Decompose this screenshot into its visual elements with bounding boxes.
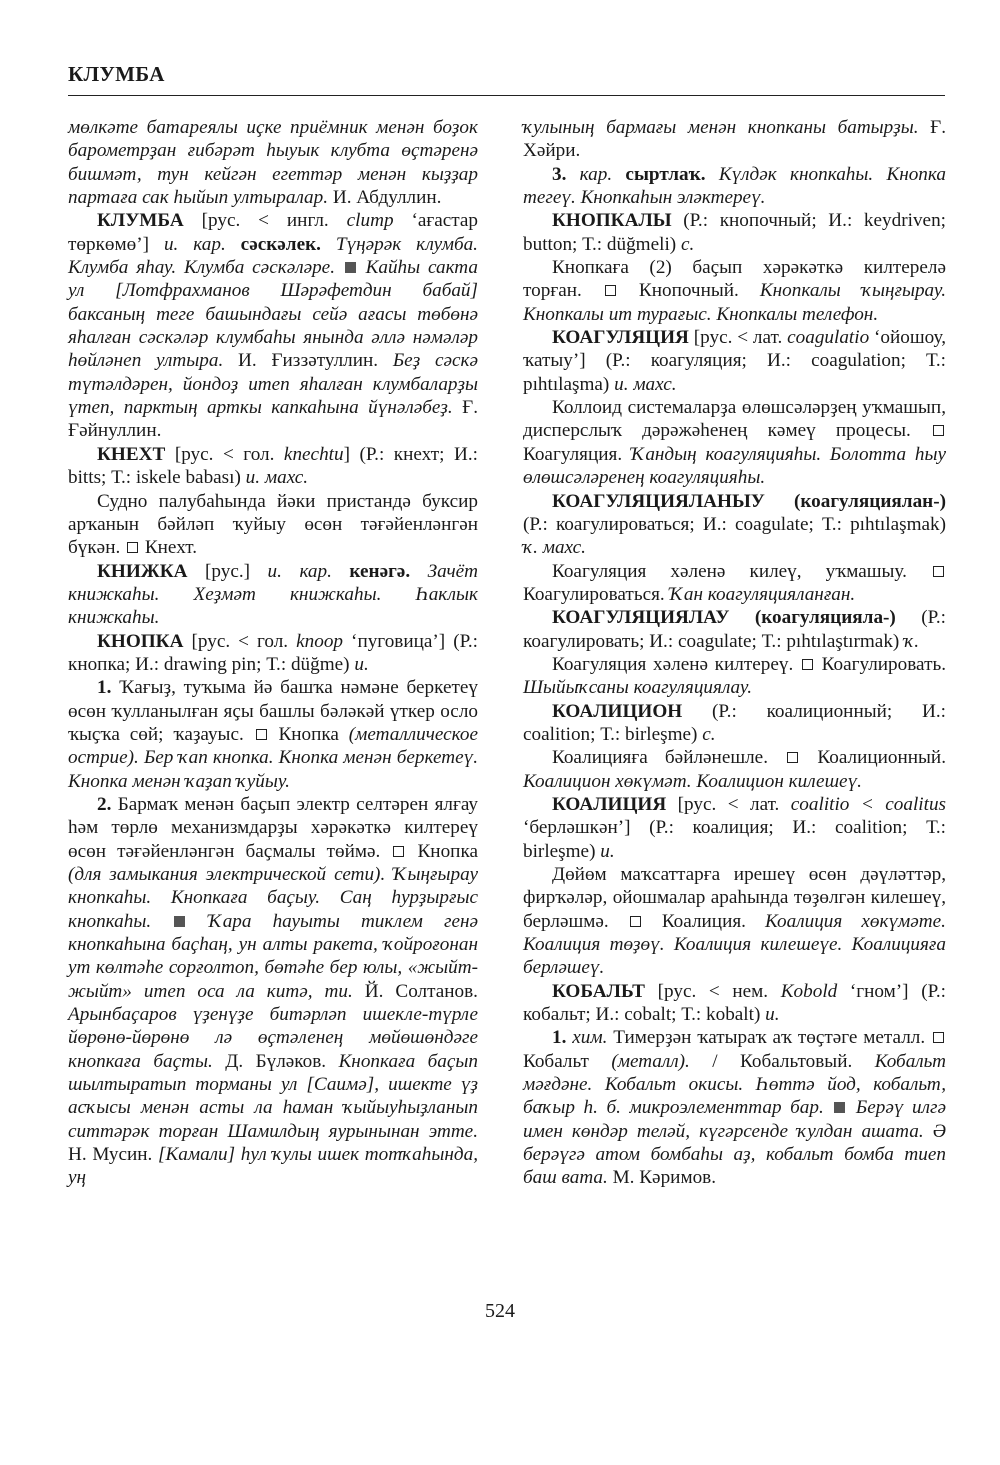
text-run: И. Ғиззәтуллин. [223,350,393,372]
text-run: ‘ойошоу, ҡатыу’] (Р.: коагуляция; И.: coagulation; Т.: pıhtılaşma) [523,327,946,395]
headword: 1. [552,1027,567,1049]
headword: КОАЛИЦИЯ [552,793,667,815]
dictionary-paragraph [68,630,478,677]
italic-text: и. [765,1004,780,1026]
italic-text: и. [354,653,369,675]
text-run: М. Кәримов. [607,1167,717,1189]
italic-text: хим. [572,1027,608,1049]
text-run: Коалиционный. [800,747,946,769]
dictionary-paragraph [523,490,946,560]
italic-text: и. [600,840,615,862]
text-run: И. Абдуллин. [328,187,442,209]
text-run: Коагулироваться. [523,583,670,605]
open-square-icon [933,425,944,436]
text-run: ‘гном’] (Р.: кобальт; И.: cobalt; Т.: kobalt) [523,980,946,1026]
italic-text: knoop [296,630,344,652]
dictionary-paragraph [523,863,946,980]
text-run: ] (Р.: кнехт; И.: bitts; Т.: iskele babası) [68,443,478,489]
italic-text: Кайһы сакта ул [Лотфрахманов Шәрәфетдин бабай] баксаның теге башындағы сейә ағасы төбөнә яһалған сәскәләр клумбаһы янында әллә нәмәләр һөйләнеп ултыра. [68,257,478,372]
headword: КОАГУЛЯЦИЯ [552,327,689,349]
italic-text: Ҡара һауыты тиклем генә кнопкаһына баҫһаң, ун алты ракета, ҡойроғонан ут көлтәһе сорғолтоп, бөтәһе бер юлы, «жыйт-жыйт» итеп оса ла китә, ти. [68,910,478,1002]
text-run [566,164,579,185]
headword: КОБАЛЬТ [552,980,645,1002]
text-run: / Кобальтовый. [689,1050,875,1072]
text-run: Ғ. Хәйри. [523,117,947,162]
italic-text: и. кар. [163,233,226,255]
text-run: Кнопочный. [617,280,760,302]
text-run: Ғ. Ғәйнуллин. [68,397,478,442]
dictionary-paragraph [523,209,946,256]
text-run: Коагуляция хәленә килтереү. [552,653,800,675]
italic-text: Ҡандың коагуляцияһы. Болотта һыу өлөшсәләренең коагуляцияһы. [523,443,946,489]
header-rule [68,95,945,96]
text-run: Й. Солтанов. [352,980,478,1002]
text-run: Коалицияға бәйләнешле. [552,747,786,769]
italic-text: и. махс. [245,467,309,489]
text-run: [рус. < гол. [165,443,284,465]
text-run: [рус. < лат. [666,793,791,815]
italic-text: clump [346,210,394,232]
page-number: 524 [485,1300,515,1322]
headword: сәскәлек. [225,233,321,255]
text-run: ‘берләшкән’] (Р.: коалиция; И.: coalition; Т.: birleşme) [523,817,946,862]
left-column [68,116,478,1190]
text-run: Дөйөм маҡсаттарға ирешеү өсөн дәүләттәр, фирҡәләр, ойошмалар араһында төҙөлгән килешеү, берләшмә. [523,864,946,932]
headword: кенәгә. [331,560,411,582]
italic-text: кар. [579,163,613,185]
headword: 2. [97,793,112,815]
dictionary-paragraph [68,490,478,560]
text-run: (Р.: коагулировать; И.: coagulate; Т.: pıhtılaştırmak) [523,607,946,652]
open-square-icon [256,729,267,740]
text-run: Коллоид системаларҙа өлөшсәләрҙең уҡмашып, дисперслыҡ дәрәжәһенең кәмеү процесы. [523,397,946,442]
text-run: (Р.: коалиционный; И.: coalition; Т.: birleşme) [523,700,946,745]
italic-text: [Камали] һул ҡулы ишек тотҡаһында, уң [68,1144,478,1189]
dictionary-paragraph [68,116,478,209]
italic-text: и. кар. [267,560,332,582]
text-run: ‘ағастар төркөмө’] [68,210,479,255]
italic-text: ҡ. [904,630,920,652]
text-run: Кнопка [268,723,349,745]
dictionary-paragraph [523,746,946,793]
headword: КНИЖКА [97,560,188,582]
italic-text: knechtu [283,443,344,465]
text-run: (Р.: коагулироваться; И.: coagulate; Т.: pıhtılaşmak) [523,513,946,535]
open-square-icon [933,566,944,577]
headword: КНОПКА [97,630,184,652]
italic-text: Зачёт книжкаһы. Хеҙмәт книжкаһы. Һаклык книжкаһы. [68,560,478,629]
headword: КОАГУЛЯЦИЯЛАУ [552,607,730,629]
italic-text: Коалицион хөкүмәт. Коалицион килешеү. [523,770,862,792]
dictionary-paragraph [523,326,946,396]
italic-text: с. [680,233,695,255]
dictionary-paragraph [68,793,478,1190]
dictionary-paragraph [523,606,946,653]
italic-text: Kobold [780,980,838,1002]
text-run: (Р.: кнопочный; И.: keydriven; button; Т.: düğmeli) [523,210,946,255]
italic-text: Шыйыҡсаны коагуляциялау. [523,677,752,699]
text-run: ‘пуговица’] (Р.: кнопка; И.: drawing pin; Т.: düğme) [68,630,478,675]
text-run: Коалиция. [642,910,766,932]
running-head: КЛУМБА [68,62,165,86]
text-run: Кнехт. [140,537,198,559]
open-square-icon [630,916,641,927]
text-run: [рус. < нем. [645,980,781,1002]
text-run: Тимерҙән ҡатыраҡ аҡ төҫтәге металл. [607,1027,931,1049]
open-square-icon [787,752,798,763]
italic-text: coagulatio [787,327,870,349]
italic-text: Ҡан коагуляцияланған. [669,583,856,605]
italic-text: ҡ. махс. [523,537,586,559]
dictionary-paragraph [523,1026,946,1189]
italic-text: с. [702,723,716,745]
dictionary-paragraph [523,560,946,607]
headword: 1. [97,677,112,699]
text-run: Д. Бүләков. [212,1050,339,1072]
right-column [523,116,946,1190]
dictionary-paragraph [523,116,946,163]
dictionary-paragraph [523,980,946,1027]
text-run: Коагуляция. [523,443,631,465]
text-run: Коагулировать. [814,653,946,675]
text-run: [рус.] [187,560,268,582]
italic-text: (металл). [611,1050,690,1072]
italic-text: Арынбаҫаров үҙенүҙе битәрләп ишекле-түрле йөрөнө-йөрөнө лә өҫтәленең мөйөшөндәге кнопкаға баҫты. [68,1004,478,1072]
text-run: Бармаҡ менән баҫып электр селтәрен ялғау һәм төрлө механизмдарҙы хәрәкәткә килтереү өсөн тәғәйенләнгән баҫмалы төймә. [68,793,478,862]
italic-text: Кнопкаға баҫып шылтыратып торманы ул [Саимә], ишекте үҙ асҡысы менән асты ла һаман ҡыйыуһыҙланып ситтәрәк торған Шамилдың яурынынан этте. [68,1050,479,1142]
text-run: Коагуляция хәленә килеү, уҡмашыу. [552,560,931,582]
text-run: Кнопкаға (2) баҫып хәрәкәткә килтерелә торған. [523,257,946,302]
dictionary-paragraph [523,396,946,489]
open-square-icon [127,542,138,553]
dictionary-paragraph [68,443,478,490]
headword: (коагуляциялa-) [729,607,896,629]
open-square-icon [802,659,813,670]
open-square-icon [605,285,616,296]
italic-text: мөлкәте батареялы иҫке приёмник менән боҙок барометрҙан ғибәрәт һыуык клубта өҫтәренә бишмәт, тун кейгән егеттәр менән кыҙҙар партаға сак һыйып ултыралар. [68,117,478,209]
italic-text: Кнопкалы ҡыңғырау. Кнопкалы ит турағыс. Кнопкалы телефон. [523,280,946,325]
headword: КНОПКАЛЫ [552,210,672,232]
headword: КОАГУЛЯЦИЯЛАНЫУ [552,490,765,512]
italic-text: Беҙ сәскә түтәлдәрен, йондоҙ итеп яһалған клумбаларҙы үтеп, парктың арткы капкаһына йүнәләбеҙ. [68,350,478,419]
text-run: [рус. < гол. [183,630,297,652]
dictionary-paragraph [68,676,478,793]
text-run: Кобальт [523,1050,612,1072]
filled-square-icon [174,916,185,927]
headword: 3. [552,163,567,185]
italic-text: Кобальт мәғдәне. Кобальт окисы. Һөттә йод, кобальт, баҡыр һ. б. микроэлементтар бар. [523,1050,946,1119]
italic-text: Коалиция хөкүмәте. Коалиция төҙөү. Коалиция килешеүе. Коалицияға берләшеү. [523,910,946,979]
headword: КОАЛИЦИОН [552,700,683,722]
text-run: [рус. < лат. [688,327,788,349]
text-run: [рус. < ингл. [183,210,347,232]
dictionary-paragraph [68,209,478,442]
text-run: Н. Мусин. [68,1144,159,1166]
italic-text: (для замыкания электрической сети). Ҡыңғырау кнопкаһы. Кнопкаға баҫыу. Саң һурҙырғыс кнопкаһы. [68,864,478,932]
text-run: Ҡағыҙ, туҡыма йә башҡа нәмәне беркетеү өсөн ҡулланылған яҫы башлы бәләкәй үткер осло ҡыҫҡа сөй; ҡаҙауыс. [68,677,478,745]
dictionary-paragraph [68,560,478,630]
dictionary-paragraph [523,163,946,210]
open-square-icon [393,846,404,857]
open-square-icon [933,1032,944,1043]
italic-text: coalitio < coalitus [790,793,947,815]
text-run: Судно палубаһында йәки пристандә буксир арҡанын бәйләп ҡуйыу өсөн тәғәйенләнгән бүкән. [68,490,478,559]
dictionary-paragraph [523,256,946,326]
dictionary-paragraph [523,793,946,863]
filled-square-icon [834,1102,845,1113]
italic-text: Берәү илгә имен көндәр теләй, күгәрсенде ҡулдан ашата. Ә берәүгә атом бомбаһы аҙ, кобальт бомба тиеп баш вата. [523,1097,946,1189]
filled-square-icon [345,262,356,273]
italic-text: Күлдәк кнопкаһы. Кнопка тегеү. Кнопкаһын эләктереү. [523,163,946,209]
headword: КНЕХТ [97,443,166,465]
headword: сыртлаҡ. [612,163,706,185]
italic-text: и. махс. [614,373,677,395]
dictionary-paragraph [523,653,946,700]
headword: (коагуляциялан-) [764,490,946,512]
text-run: Кнопка [406,840,478,862]
dictionary-paragraph [523,700,946,747]
italic-text: ҡулының бармағы менән кнопканы батырҙы. [523,117,919,138]
headword: КЛУМБА [97,210,184,232]
italic-text: (металлическое острие). Бер ҡап кнопка. Кнопка менән беркетеү. Кнопка менән ҡаҙап ҡуйыу. [68,723,478,792]
italic-text: Түңәрәк клумба. Клумба яһау. Клумба сәскәләре. [68,233,478,279]
